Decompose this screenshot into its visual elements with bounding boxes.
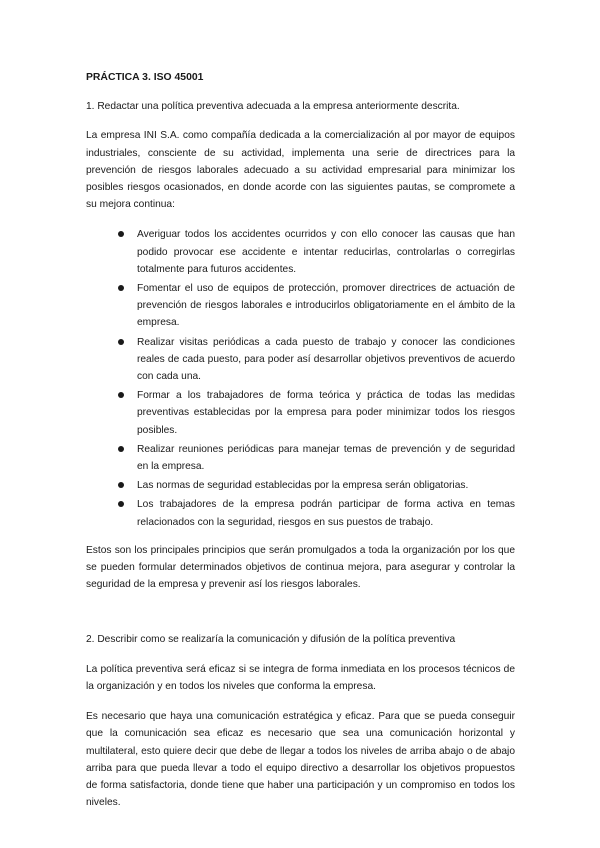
list-item [137,334,515,386]
list-item-text: Formar a los trabajadores de forma teórica y práctica de todas las medidas preventivas establecidas por la empresa para poder minimizar todos los riesgos posibles. [137,390,515,436]
bullet-icon [118,231,124,237]
list-item-text: Fomentar el uso de equipos de protección, promover directrices de actuación de prevención de riesgos laborales e introducirlos obligatoriamente en el ámbito de la empresa. [137,283,515,329]
bullet-icon [118,501,124,507]
bullet-icon [118,285,124,291]
bullet-icon [118,446,124,452]
bullet-icon [118,392,124,398]
list-item-text: Realizar visitas periódicas a cada puesto de trabajo y conocer las condiciones reales de cada puesto, para poder así desarrollar objetivos preventivos de acuerdo con cada una. [137,336,515,383]
question-1: 1. Redactar una política preventiva adecuada a la empresa anteriormente descrita. [86,101,460,113]
list-item [137,477,515,494]
list-item [137,441,515,475]
policy-intro-paragraph: La empresa INI S.A. como compañía dedicada a la comercialización al por mayor de equipos industriales, consciente de su actividad, implementa una serie de directrices para la prevención de riesgos laborales adecuado a su actividad empresarial para minimizar los posibles riesgos ocasionados, en donde acorde con las siguientes pautas, se compromete a su mejora continua: [86,130,515,211]
communication-paragraph-2: Es necesario que haya una comunicación estratégica y eficaz. Para que se pueda conseguir que la comunicación sea eficaz es necesario que sea una comunicación horizontal y multilateral, esto quiere decir que debe de llegar a todos los niveles de arriba abajo o de abajo arriba para que pueda llevar a todo el equipo directivo a desarrollar los objetivos propuestos de forma satisfactoria, donde tiene que haber una participación y un compromiso en todos los niveles. [86,711,515,809]
list-item [137,387,515,439]
policy-closing-paragraph: Estos son los principales principios que serán promulgados a toda la organización por los que se pueden formular determinados objetivos de continua mejora, para asegurar y controlar la seguridad de la empresa y prevenir así los riesgos laborales. [86,544,515,591]
document-title: PRÁCTICA 3. ISO 45001 [86,72,204,83]
list-item-text: Las normas de seguridad establecidas por la empresa serán obligatorias. [137,480,469,492]
list-item-text: Los trabajadores de la empresa podrán participar de forma activa en temas relacionados con la seguridad, riesgos en sus puestos de trabajo. [137,499,515,528]
list-item [137,280,515,332]
bullet-icon [118,482,124,488]
list-item-text: Realizar reuniones periódicas para manejar temas de prevención y de seguridad en la empresa. [137,443,515,473]
question-2: 2. Describir como se realizaría la comunicación y difusión de la política preventiva [86,634,456,646]
list-item [137,496,515,530]
list-item [137,226,515,278]
bullet-icon [118,339,124,345]
communication-paragraph-1: La política preventiva será eficaz si se integra de forma inmediata en los procesos técnicos de la organización y en todos los niveles que conforma la empresa. [86,663,515,692]
policy-guidelines-list [86,226,515,530]
section-spacer [86,606,515,631]
list-item-text: Averiguar todos los accidentes ocurridos y con ello conocer las causas que han podido provocar ese accidente e intentar reducirlas, controlarlas o corregirlas totalmente para futuros accidentes. [137,229,515,275]
